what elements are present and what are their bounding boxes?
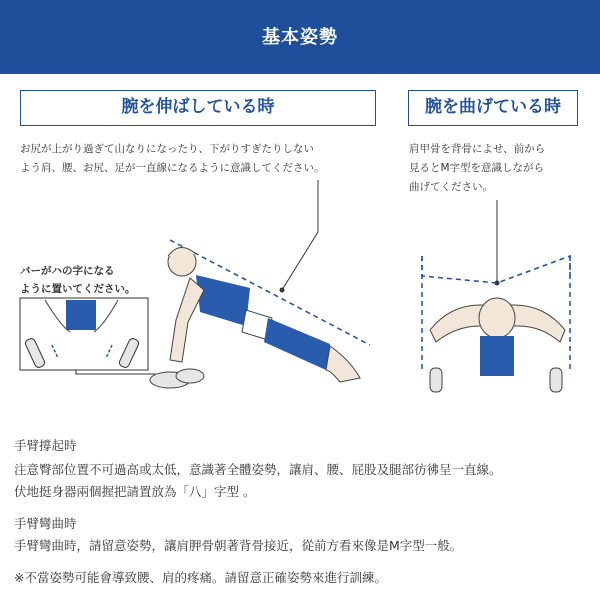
bent-desc-line-2: 見るとM字型を意識しながら — [409, 162, 545, 174]
extended-arm-heading: 腕を伸ばしている時 — [20, 90, 376, 126]
page-title: 基本姿勢 — [262, 27, 338, 48]
bend-section-title: 手臂彎曲時 — [14, 516, 77, 531]
caution-note: ※不當姿勢可能會導致腰、肩的疼痛。請留意正確姿勢來進行訓練。 — [14, 570, 387, 585]
bent-arm-figure — [430, 298, 565, 392]
pushup-bar-right — [176, 369, 204, 383]
extended-leader-dot — [280, 288, 285, 293]
extended-desc-line-1: お尻が上がり過ぎて山なりになったり、下がりすぎたりしない — [20, 143, 314, 155]
extend-line-1: 注意臀部位置不可過高或太低，意識著全體姿勢，讓肩、腰、屁股及腿部彷彿呈一直線。 — [14, 462, 502, 477]
plank-figure — [150, 247, 360, 388]
extend-line-2: 伏地挺身器兩個握把請置放為「八」字型 。 — [14, 484, 256, 499]
extended-desc-line-2: よう肩、腰、お尻、足が一直線になるように意識してください。 — [20, 162, 325, 174]
bent-desc-line-3: 曲げてください。 — [409, 181, 493, 193]
bent-arm-heading: 腕を曲げている時 — [408, 90, 578, 126]
extend-section-title: 手臂撐起時 — [14, 438, 77, 453]
bend-line-1: 手臂彎曲時，請留意姿勢，讓肩胛骨朝著背骨接近，從前方看來像是M字型一般。 — [14, 538, 463, 553]
extended-leader-line-2 — [282, 232, 318, 290]
inset-connector-line — [76, 370, 155, 374]
callout-line-2: ように置いてください。 — [20, 283, 136, 295]
bar-inset-figure — [20, 298, 148, 370]
callout-line-1: バーがハの字になる — [20, 265, 115, 277]
m-shape-line — [422, 256, 570, 283]
bent-desc-line-1: 肩甲骨を背骨によせ、前から — [409, 143, 546, 155]
